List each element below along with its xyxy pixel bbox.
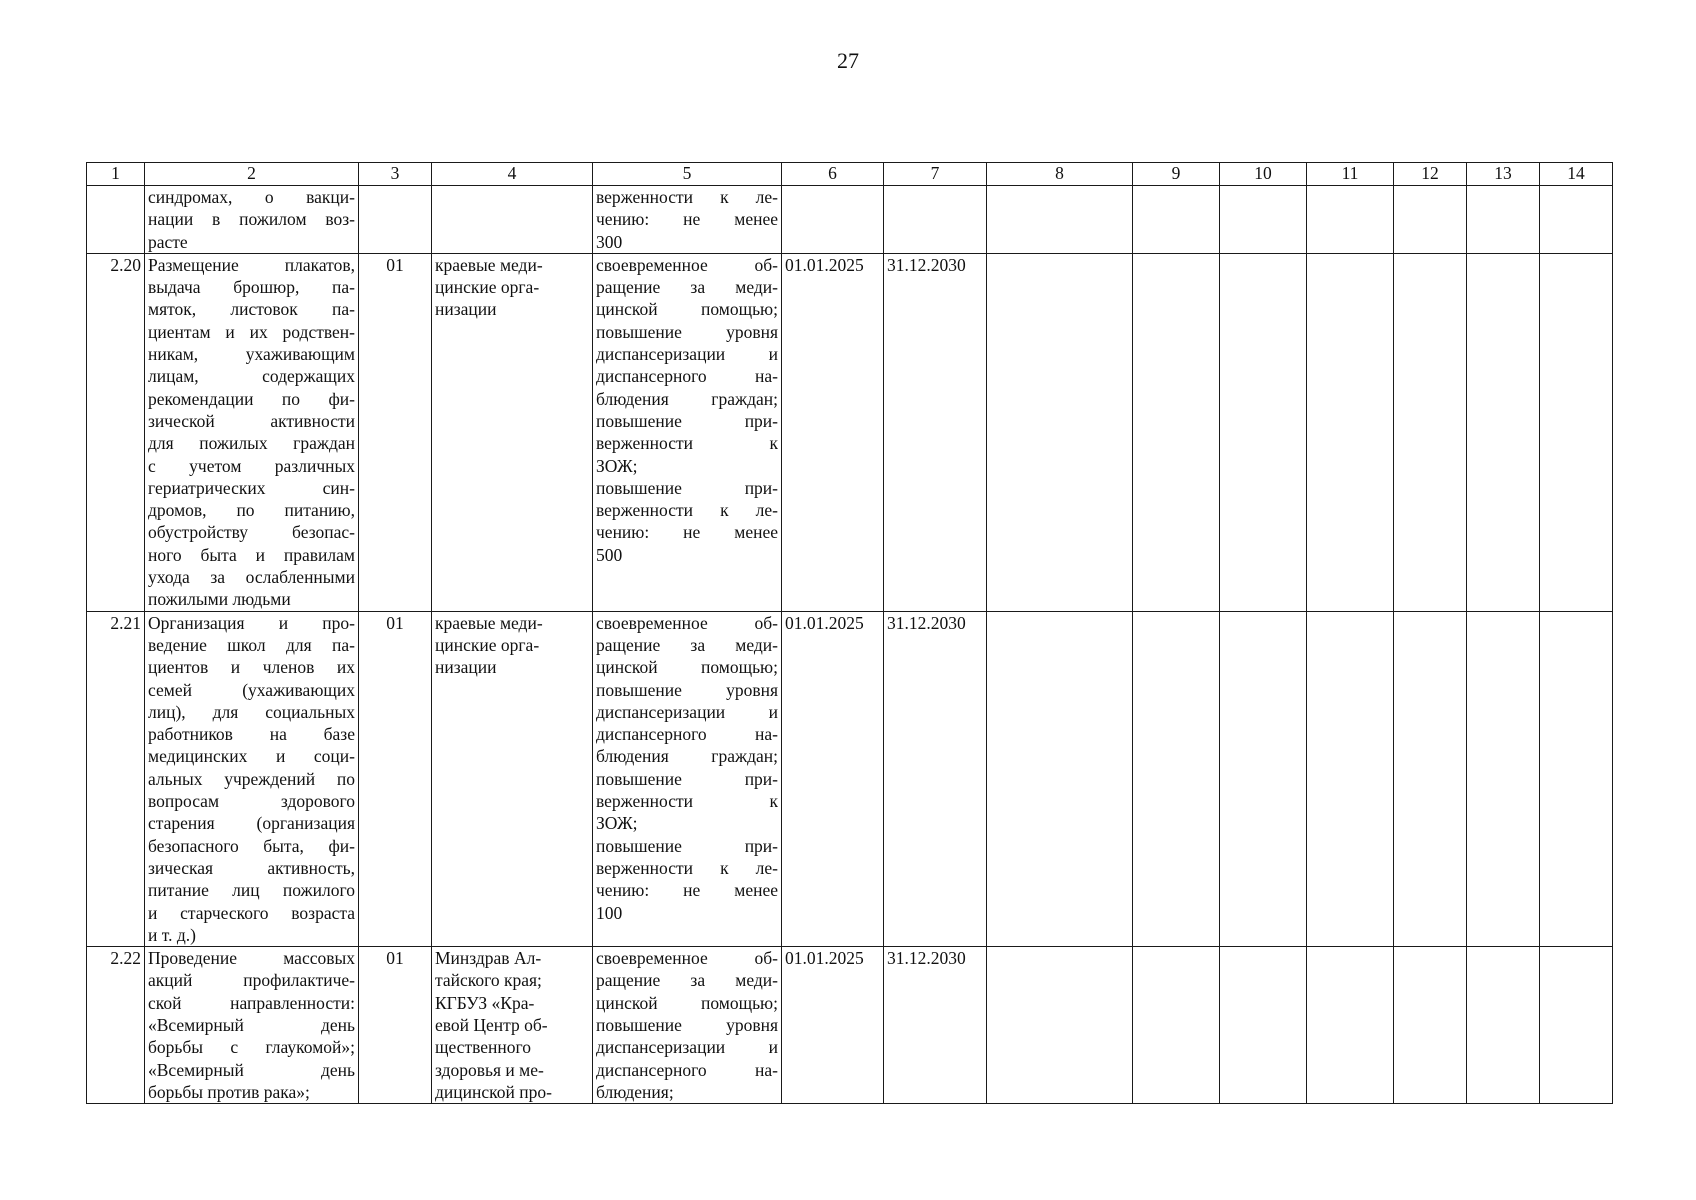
result-cell-line: диспансерного на- — [596, 724, 778, 745]
result-cell-line: повышение при- — [596, 835, 778, 856]
measure-cell-line: зическая активность, — [148, 857, 355, 878]
executor-cell-line: евой Центр об- — [435, 1014, 548, 1035]
executor-cell-line: низации — [435, 657, 497, 678]
result-cell-line: повышение уровня — [596, 321, 778, 342]
code-cell: 01 — [359, 947, 432, 1104]
measure-cell-line: семей (ухаживающих — [148, 679, 355, 700]
measure-cell-line: «Всемирный день — [148, 1014, 355, 1035]
result-cell-line: чению: не менее — [596, 209, 778, 230]
measure-cell-line: Организация и про- — [148, 612, 355, 633]
empty-cell-col-9 — [1133, 186, 1220, 254]
column-header: 13 — [1467, 163, 1540, 186]
column-number-row — [87, 163, 1613, 186]
result-cell-line: 100 — [596, 902, 623, 923]
measure-cell-line: нации в пожилом воз- — [148, 209, 355, 230]
code-cell: 01 — [359, 611, 432, 946]
empty-cell-col-12 — [1394, 611, 1467, 946]
page-number: 27 — [837, 48, 859, 73]
empty-cell-col-10 — [1220, 253, 1307, 611]
column-header: 11 — [1307, 163, 1394, 186]
column-header: 8 — [987, 163, 1133, 186]
executor-cell — [432, 253, 593, 611]
measure-cell-line: дромов, по питанию, — [148, 500, 355, 521]
result-cell-line: диспансеризации и — [596, 701, 778, 722]
measure-cell — [145, 947, 359, 1104]
result-cell-line: цинской помощью; — [596, 992, 778, 1013]
empty-cell-col-13 — [1467, 253, 1540, 611]
start-date-cell: 01.01.2025 — [782, 947, 884, 1104]
result-cell-line: повышение уровня — [596, 679, 778, 700]
measure-cell-line: медицинских и соци- — [148, 746, 355, 767]
measure-cell-line: циентов и членов их — [148, 657, 355, 678]
start-date-cell — [782, 186, 884, 254]
measure-cell-line: рекомендации по фи- — [148, 388, 355, 409]
column-header: 7 — [884, 163, 987, 186]
measure-cell-line: и т. д.) — [148, 924, 196, 945]
empty-cell-col-13 — [1467, 947, 1540, 1104]
empty-cell-col-11 — [1307, 947, 1394, 1104]
column-header: 2 — [145, 163, 359, 186]
result-cell-line: повышение при- — [596, 768, 778, 789]
measure-cell-line: «Всемирный день — [148, 1059, 355, 1080]
measure-cell-line: мяток, листовок па- — [148, 299, 355, 320]
empty-cell-col-8 — [987, 947, 1133, 1104]
result-cell-line: верженности к — [596, 791, 778, 812]
empty-cell-col-8 — [987, 186, 1133, 254]
measure-cell-line: питание лиц пожилого — [148, 880, 355, 901]
result-cell-line: диспансерного на- — [596, 366, 778, 387]
result-cell-line: верженности к — [596, 433, 778, 454]
executor-cell-line: цинские орга- — [435, 277, 540, 298]
empty-cell-col-9 — [1133, 947, 1220, 1104]
measure-cell-line: обустройству безопас- — [148, 522, 355, 543]
measure-cell-line: и старческого возраста — [148, 902, 355, 923]
executor-cell-line: краевые меди- — [435, 612, 543, 633]
measure-cell-line: Размещение плакатов, — [148, 254, 355, 275]
measure-cell-line: никам, ухаживающим — [148, 344, 355, 365]
item-number: 2.22 — [87, 947, 145, 1104]
empty-cell-col-14 — [1540, 947, 1613, 1104]
result-cell-line: повышение при- — [596, 477, 778, 498]
code-cell: 01 — [359, 253, 432, 611]
column-header: 14 — [1540, 163, 1613, 186]
executor-cell-line: дицинской про- — [435, 1081, 552, 1102]
result-cell-line: своевременное об- — [596, 612, 778, 633]
executor-cell-line: здоровья и ме- — [435, 1059, 544, 1080]
result-cell-line: ЗОЖ; — [596, 455, 638, 476]
start-date-cell: 01.01.2025 — [782, 253, 884, 611]
measure-cell-line: старения (организация — [148, 813, 355, 834]
executor-cell-line: низации — [435, 299, 497, 320]
empty-cell-col-11 — [1307, 186, 1394, 254]
measure-cell-line: для пожилых граждан — [148, 433, 355, 454]
end-date-cell: 31.12.2030 — [884, 253, 987, 611]
column-header: 6 — [782, 163, 884, 186]
result-cell-line: ЗОЖ; — [596, 813, 638, 834]
start-date-cell: 01.01.2025 — [782, 611, 884, 946]
measure-cell-line: ведение школ для па- — [148, 634, 355, 655]
measure-cell-line: альных учреждений по — [148, 768, 355, 789]
executor-cell-line: Минздрав Ал- — [435, 948, 542, 969]
result-cell-line: цинской помощью; — [596, 657, 778, 678]
empty-cell-col-14 — [1540, 253, 1613, 611]
executor-cell-line: тайского края; — [435, 970, 542, 991]
measure-cell — [145, 253, 359, 611]
executor-cell-line: КГБУЗ «Кра- — [435, 992, 535, 1013]
result-cell-line: блюдения граждан; — [596, 746, 778, 767]
table-row — [87, 611, 1613, 946]
result-cell-line: диспансеризации и — [596, 344, 778, 365]
column-header: 4 — [432, 163, 593, 186]
result-cell-line: ращение за меди- — [596, 634, 778, 655]
result-cell-line: чению: не менее — [596, 522, 778, 543]
empty-cell-col-13 — [1467, 611, 1540, 946]
result-cell-line: повышение уровня — [596, 1014, 778, 1035]
table-row — [87, 947, 1613, 1104]
measure-cell-line: с учетом различных — [148, 455, 355, 476]
empty-cell-col-8 — [987, 611, 1133, 946]
measure-cell-line: зической активности — [148, 410, 355, 431]
measure-cell-line: лиц), для социальных — [148, 701, 355, 722]
empty-cell-col-12 — [1394, 186, 1467, 254]
end-date-cell: 31.12.2030 — [884, 611, 987, 946]
empty-cell-col-12 — [1394, 253, 1467, 611]
result-cell-line: ращение за меди- — [596, 277, 778, 298]
executor-cell — [432, 186, 593, 254]
empty-cell-col-14 — [1540, 611, 1613, 946]
measure-cell-line: безопасного быта, фи- — [148, 835, 355, 856]
code-cell — [359, 186, 432, 254]
measure-cell — [145, 611, 359, 946]
column-header: 10 — [1220, 163, 1307, 186]
result-cell-line: верженности к ле- — [596, 857, 778, 878]
result-cell-line: чению: не менее — [596, 880, 778, 901]
empty-cell-col-10 — [1220, 186, 1307, 254]
column-header: 3 — [359, 163, 432, 186]
result-cell — [593, 947, 782, 1104]
column-header: 9 — [1133, 163, 1220, 186]
executor-cell-line: цинские орга- — [435, 634, 540, 655]
result-cell-line: диспансерного на- — [596, 1059, 778, 1080]
empty-cell-col-9 — [1133, 253, 1220, 611]
result-cell-line: цинской помощью; — [596, 299, 778, 320]
executor-cell-line: краевые меди- — [435, 254, 543, 275]
empty-cell-col-9 — [1133, 611, 1220, 946]
column-header: 1 — [87, 163, 145, 186]
measure-cell-line: ного быта и правилам — [148, 544, 355, 565]
empty-cell-col-11 — [1307, 253, 1394, 611]
measure-cell-line: работников на базе — [148, 724, 355, 745]
result-cell-line: 300 — [596, 231, 623, 252]
result-cell-line: верженности к ле- — [596, 500, 778, 521]
executor-cell — [432, 947, 593, 1104]
result-cell-line: 500 — [596, 544, 623, 565]
result-cell-line: верженности к ле- — [596, 187, 778, 207]
measure-cell-line: борьбы против рака»; — [148, 1081, 310, 1102]
result-cell-line: блюдения; — [596, 1081, 674, 1102]
measure-cell-line: лицам, содержащих — [148, 366, 355, 387]
table-row — [87, 253, 1613, 611]
end-date-cell: 31.12.2030 — [884, 947, 987, 1104]
measure-cell-line: Проведение массовых — [148, 948, 355, 969]
empty-cell-col-8 — [987, 253, 1133, 611]
measure-cell — [145, 186, 359, 254]
measure-cell-line: ухода за ослабленными — [148, 567, 355, 588]
measure-cell-line: расте — [148, 231, 188, 252]
empty-cell-col-14 — [1540, 186, 1613, 254]
measure-cell-line: гериатрических син- — [148, 477, 355, 498]
table-body — [87, 186, 1613, 1104]
column-header: 12 — [1394, 163, 1467, 186]
empty-cell-col-10 — [1220, 947, 1307, 1104]
result-cell-line: блюдения граждан; — [596, 388, 778, 409]
executor-cell — [432, 611, 593, 946]
measure-cell-line: синдромах, о вакци- — [148, 187, 355, 207]
empty-cell-col-11 — [1307, 611, 1394, 946]
measure-cell-line: ской направленности: — [148, 992, 355, 1013]
item-number: 2.21 — [87, 611, 145, 946]
table-row — [87, 186, 1613, 254]
result-cell-line: ращение за меди- — [596, 970, 778, 991]
item-number: 2.20 — [87, 253, 145, 611]
result-cell — [593, 253, 782, 611]
measure-cell-line: выдача брошюр, па- — [148, 277, 355, 298]
end-date-cell — [884, 186, 987, 254]
result-cell-line: своевременное об- — [596, 254, 778, 275]
result-cell — [593, 186, 782, 254]
column-header: 5 — [593, 163, 782, 186]
measure-cell-line: акций профилактиче- — [148, 970, 355, 991]
result-cell-line: повышение при- — [596, 410, 778, 431]
plan-table — [86, 162, 1613, 1104]
result-cell — [593, 611, 782, 946]
empty-cell-col-10 — [1220, 611, 1307, 946]
item-number — [87, 186, 145, 254]
measure-cell-line: вопросам здорового — [148, 791, 355, 812]
measure-cell-line: пожилыми людьми — [148, 589, 291, 610]
empty-cell-col-12 — [1394, 947, 1467, 1104]
result-cell-line: диспансеризации и — [596, 1037, 778, 1058]
empty-cell-col-13 — [1467, 186, 1540, 254]
measure-cell-line: циентам и их родствен- — [148, 321, 355, 342]
executor-cell-line: щественного — [435, 1037, 531, 1058]
result-cell-line: своевременное об- — [596, 948, 778, 969]
measure-cell-line: борьбы с глаукомой»; — [148, 1037, 355, 1058]
